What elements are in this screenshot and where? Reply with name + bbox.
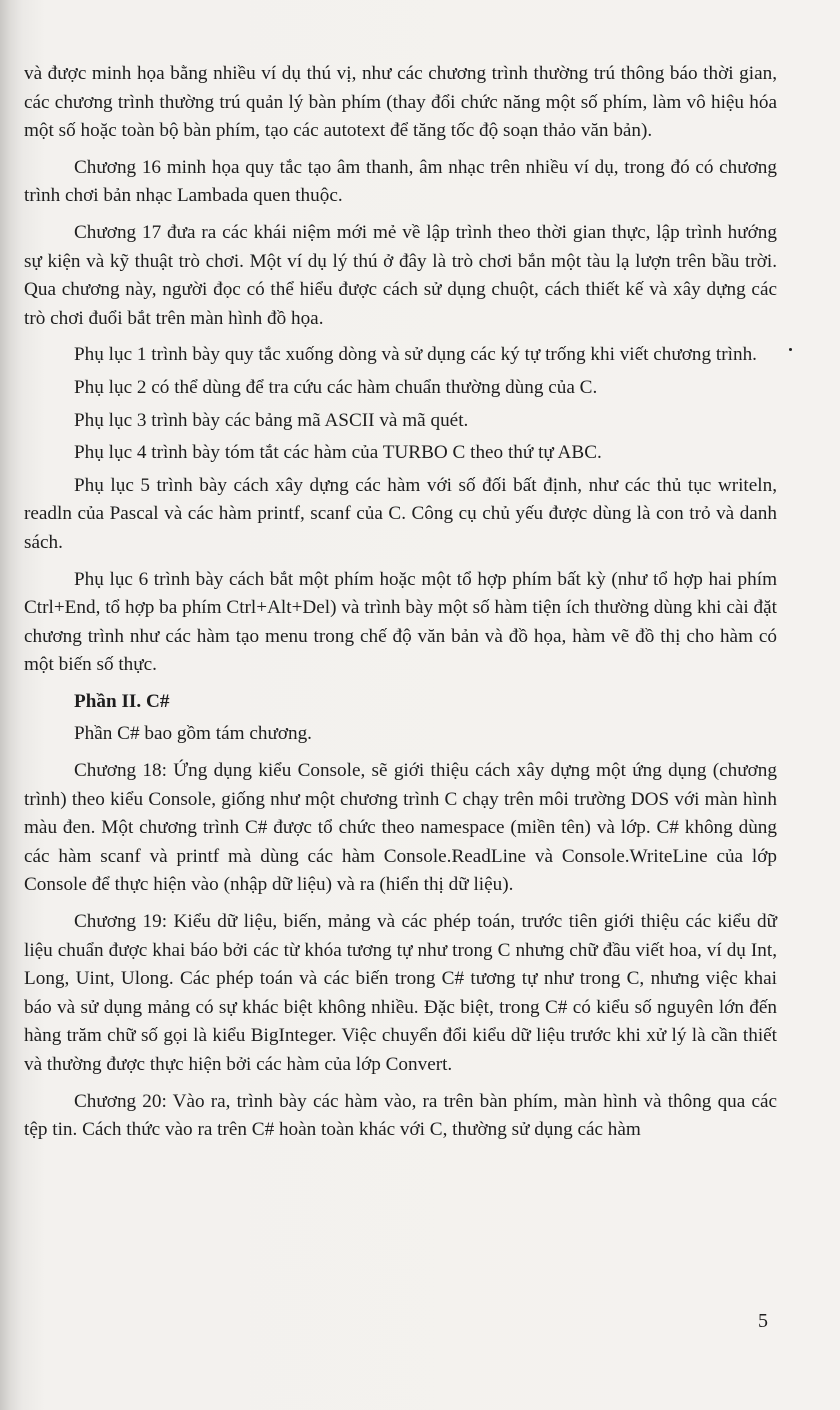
paragraph-chapter-16: Chương 16 minh họa quy tắc tạo âm thanh, âm nhạc trên nhiều ví dụ, trong đó có chương trình chơi bản nhạc Lambada quen thuộc. (24, 156, 777, 207)
page-number: 5 (758, 1310, 768, 1332)
paragraph-chapter-18: Chương 18: Ứng dụng kiểu Console, sẽ giới thiệu cách xây dựng một ứng dụng (chương trình) theo kiểu Console, giống như một chương trình C chạy trên môi trường DOS với màn hình màu đen. Một chương trình C# được tổ chức theo namespace (miền tên) và lớp. C# không dùng các hàm scanf và printf mà dùng các hàm Console.ReadLine và Console.WriteLine của lớp Console để thực hiện vào (nhập dữ liệu) và ra (hiển thị dữ liệu). (24, 760, 777, 896)
paragraph-appendix-5: Phụ lục 5 trình bày cách xây dựng các hàm với số đối bất định, như các thủ tục writeln, readln của Pascal và các hàm printf, scanf của C. Công cụ chủ yếu được dùng là con trỏ và danh sách. (24, 474, 777, 553)
paragraph-chapter-19: Chương 19: Kiểu dữ liệu, biến, mảng và các phép toán, trước tiên giới thiệu các kiểu dữ liệu chuẩn được khai báo bởi các từ khóa tương tự như trong C nhưng chữ đầu viết hoa, ví dụ Int, Long, Uint, Ulong. Các phép toán và các biến trong C# tương tự như trong C, nhưng việc khai báo và sử dụng mảng có sự khác biệt không nhiều. Đặc biệt, trong C# có kiểu số nguyên lớn đến hàng trăm chữ số gọi là kiểu BigInteger. Việc chuyển đổi kiểu dữ liệu trước khi xử lý là cần thiết và thường được thực hiện bởi các hàm của lớp Convert. (24, 911, 777, 1075)
paragraph-appendix-4: Phụ lục 4 trình bày tóm tắt các hàm của TURBO C theo thứ tự ABC. (74, 442, 602, 464)
paragraph-continuation: và được minh họa bằng nhiều ví dụ thú vị, như các chương trình thường trú thông báo thời gian, các chương trình thường trú quản lý bàn phím (thay đổi chức năng một số phím, làm vô hiệu hóa một số hoặc toàn bộ bàn phím, tạo các autotext để tăng tốc độ soạn thảo văn bản). (24, 63, 777, 142)
paragraph-chapter-20: Chương 20: Vào ra, trình bày các hàm vào, ra trên bàn phím, màn hình và thông qua các tệp tin. Cách thức vào ra trên C# hoàn toàn khác với C, thường sử dụng các hàm (24, 1090, 777, 1141)
paragraph-appendix-6: Phụ lục 6 trình bày cách bắt một phím hoặc một tổ hợp phím bất kỳ (như tổ hợp hai phím Ctrl+End, tổ hợp ba phím Ctrl+Alt+Del) và trình bày một số hàm tiện ích thường dùng khi cài đặt chương trình như các hàm tạo menu trong chế độ văn bản và đồ họa, hàm vẽ đồ thị cho hàm có một biến số thực. (24, 568, 777, 676)
page-body (0, 60, 840, 1145)
section-heading-part-2: Phần II. C# (74, 690, 170, 712)
paragraph-appendix-3: Phụ lục 3 trình bày các bảng mã ASCII và mã quét. (74, 409, 469, 431)
paragraph-appendix-1: Phụ lục 1 trình bày quy tắc xuống dòng và sử dụng các ký tự trống khi viết chương trình. (74, 344, 757, 366)
paragraph-appendix-2: Phụ lục 2 có thể dùng để tra cứu các hàm chuẩn thường dùng của C. (74, 376, 598, 398)
paragraph-part-2-intro: Phần C# bao gồm tám chương. (74, 723, 312, 745)
paragraph-chapter-17: Chương 17 đưa ra các khái niệm mới mẻ về lập trình theo thời gian thực, lập trình hướng sự kiện và kỹ thuật trò chơi. Một ví dụ lý thú ở đây là trò chơi bắn một tàu lạ lượn trên bầu trời. Qua chương này, người đọc có thể hiểu được cách sử dụng chuột, cách thiết kế và xây dựng các trò chơi đuổi bắt trên màn hình đồ họa. (24, 221, 777, 329)
ink-dot-mark (789, 348, 792, 351)
